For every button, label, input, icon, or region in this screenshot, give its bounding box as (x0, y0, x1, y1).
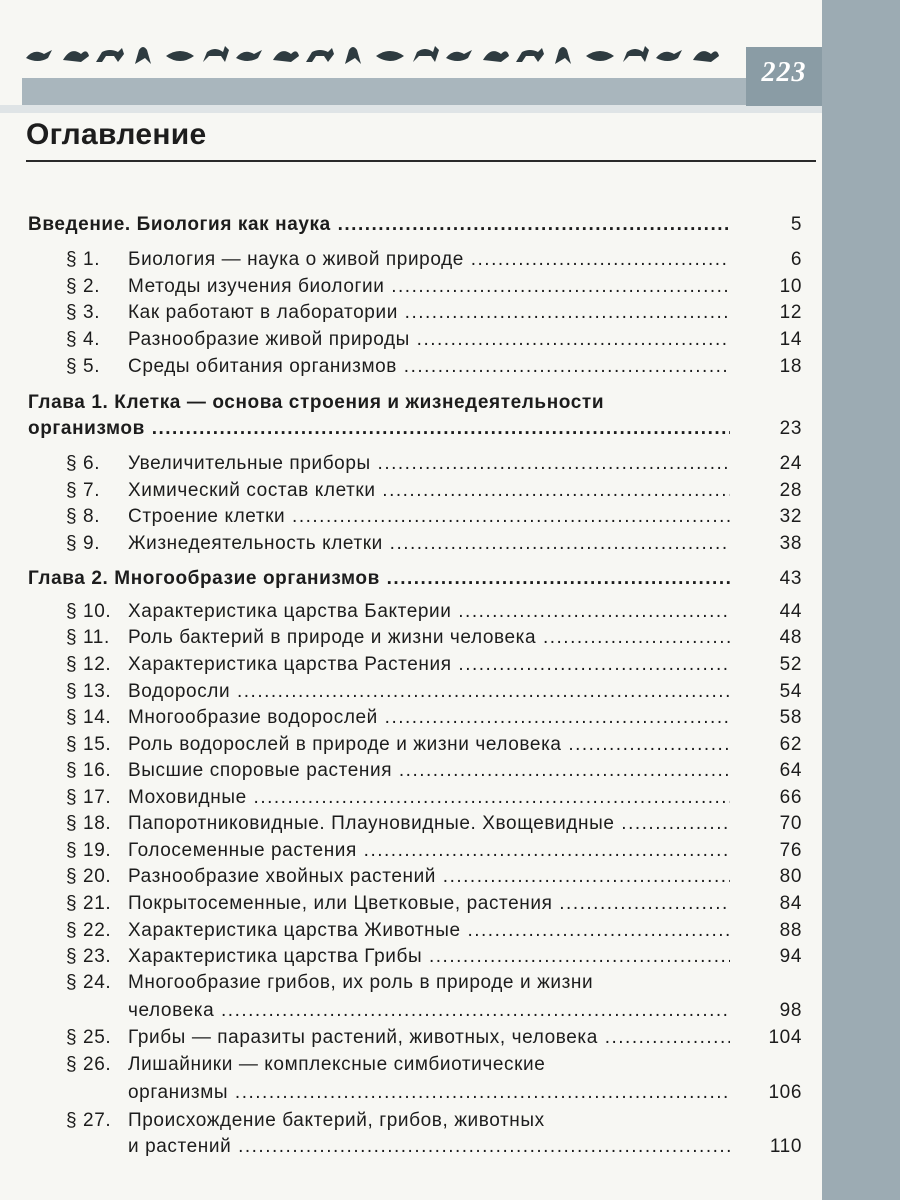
toc-section-number: § 26. (66, 1054, 112, 1075)
toc-section-number: § 7. (66, 480, 101, 501)
toc-section-number: § 22. (66, 920, 112, 941)
toc-entry (0, 390, 822, 416)
animal-silhouette-icon (446, 50, 472, 61)
toc-section-number: § 15. (66, 734, 112, 755)
animal-silhouette-icon (586, 51, 614, 61)
toc-section-number: § 20. (66, 866, 112, 887)
animal-silhouette-icon (483, 51, 509, 62)
animal-silhouette-icon (413, 46, 439, 62)
toc-section-number: § 24. (66, 972, 112, 993)
animal-silhouettes-decoration (26, 40, 744, 70)
toc-page-number: 110 (769, 1136, 802, 1157)
toc-entry (0, 998, 822, 1024)
toc-page-number: 32 (779, 506, 802, 527)
animal-silhouette-icon (656, 50, 682, 61)
toc-entry-title: Характеристика царства Грибы ..... (128, 944, 730, 970)
toc-page-number: 43 (779, 568, 802, 589)
toc-entry-title: Роль бактерий в природе и жизни человека ..... (128, 625, 730, 651)
toc-page-number: 38 (779, 533, 802, 554)
toc-section-number: § 19. (66, 840, 112, 861)
toc-section-number: § 2. (66, 276, 101, 297)
toc-entry (0, 1134, 822, 1160)
toc-entry (0, 625, 822, 651)
toc-section-number: § 13. (66, 681, 112, 702)
toc-page-number: 104 (768, 1027, 802, 1048)
toc-page-number: 106 (768, 1082, 802, 1103)
toc-entry (0, 838, 822, 864)
toc-entry-title: Характеристика царства Растения ..... (128, 652, 730, 678)
toc-page-number: 10 (779, 276, 802, 297)
animal-silhouette-icon (63, 51, 89, 62)
toc-entry-title: Методы изучения биологии ..... (128, 274, 730, 300)
toc-entry (0, 1052, 822, 1078)
toc-entry-title: Среды обитания организмов ..... (128, 354, 730, 380)
toc-entry (0, 212, 822, 238)
animal-silhouette-icon (693, 51, 719, 62)
toc-entry (0, 785, 822, 811)
toc-entry (0, 732, 822, 758)
animal-silhouette-icon (203, 46, 229, 62)
toc-section-number: § 8. (66, 506, 101, 527)
toc-entry-title: Как работают в лаборатории ..... (128, 300, 730, 326)
animal-silhouette-icon (236, 50, 262, 61)
toc-entry (0, 891, 822, 917)
page-title: Оглавление (26, 118, 207, 151)
toc-entry-title: Глава 1. Клетка — основа строения и жизнедеятельности (28, 392, 605, 413)
toc-entry (0, 944, 822, 970)
toc-entry (0, 478, 822, 504)
animal-silhouette-icon (555, 47, 571, 64)
toc-entry (0, 970, 822, 996)
animal-silhouette-icon (135, 47, 151, 64)
toc-section-number: § 17. (66, 787, 112, 808)
toc-section-number: § 25. (66, 1027, 112, 1048)
toc-section-number: § 16. (66, 760, 112, 781)
toc-section-number: § 9. (66, 533, 101, 554)
toc-entry-title: Глава 2. Многообразие организмов ..... (28, 566, 730, 592)
toc-page-number: 80 (779, 866, 802, 887)
toc-page-number: 66 (779, 787, 802, 808)
toc-section-number: § 10. (66, 601, 112, 622)
toc-section-number: § 11. (66, 627, 110, 648)
toc-page-number: 64 (779, 760, 802, 781)
toc-entry-title: Многообразие грибов, их роль в природе и жизни (128, 972, 594, 993)
header-shade (0, 105, 822, 113)
toc-page-number: 28 (779, 480, 802, 501)
toc-page-number: 58 (779, 707, 802, 728)
toc-entry (0, 504, 822, 530)
toc-page-number: 88 (779, 920, 802, 941)
toc-entry (0, 705, 822, 731)
header-band (22, 78, 746, 106)
toc-page-number: 23 (779, 418, 802, 439)
toc-section-number: § 23. (66, 946, 112, 967)
toc-page-number: 18 (779, 356, 802, 377)
toc-entry (0, 566, 822, 592)
toc-page-number: 12 (779, 302, 802, 323)
toc-entry (0, 416, 822, 442)
toc-entry-title: Высшие споровые растения ..... (128, 758, 730, 784)
toc-entry (0, 679, 822, 705)
toc-entry-title: и растений ..... (128, 1134, 730, 1160)
toc-entry (0, 300, 822, 326)
toc-entry (0, 918, 822, 944)
toc-section-number: § 4. (66, 329, 101, 350)
toc-entry-title: Многообразие водорослей ..... (128, 705, 730, 731)
toc-entry-title: Покрытосеменные, или Цветковые, растения ..... (128, 891, 730, 917)
toc-entry-title: Разнообразие хвойных растений ..... (128, 864, 730, 890)
toc-page-number: 5 (790, 214, 802, 235)
animal-silhouette-icon (96, 48, 124, 62)
animal-silhouette-icon (166, 51, 194, 61)
toc-entry (0, 652, 822, 678)
toc-section-number: § 5. (66, 356, 101, 377)
toc-section-number: § 12. (66, 654, 112, 675)
animal-silhouette-icon (345, 47, 361, 64)
toc-section-number: § 6. (66, 453, 101, 474)
toc-page-number: 70 (779, 813, 802, 834)
toc-entry-title: Жизнедеятельность клетки ..... (128, 531, 730, 557)
toc-entry (0, 1025, 822, 1051)
toc-page-number: 54 (779, 681, 802, 702)
toc-entry-title: Химический состав клетки ..... (128, 478, 730, 504)
toc-section-number: § 3. (66, 302, 101, 323)
toc-entry-title: Биология — наука о живой природе ..... (128, 247, 730, 273)
toc-entry (0, 1080, 822, 1106)
animal-silhouette-icon (623, 46, 649, 62)
toc-section-number: § 27. (66, 1110, 112, 1131)
toc-entry-title: Водоросли ..... (128, 679, 730, 705)
toc-entry-title: Папоротниковидные. Плауновидные. Хвощевидные ..... (128, 811, 730, 837)
toc-page-number: 24 (779, 453, 802, 474)
toc-entry-title: организмов ..... (28, 416, 730, 442)
toc-entry (0, 1108, 822, 1134)
toc-page-number: 48 (779, 627, 802, 648)
toc-section-number: § 14. (66, 707, 112, 728)
toc-entry-title: Лишайники — комплексные симбиотические (128, 1054, 546, 1075)
toc-page-number: 84 (779, 893, 802, 914)
animal-silhouette-icon (273, 51, 299, 62)
toc-page-number: 6 (790, 249, 802, 270)
toc-entry (0, 327, 822, 353)
toc-page-number: 52 (779, 654, 802, 675)
toc-entry-title: Характеристика царства Бактерии ..... (128, 599, 730, 625)
animal-silhouette-icon (306, 48, 334, 62)
toc-entry-title: Разнообразие живой природы ..... (128, 327, 730, 353)
toc-section-number: § 18. (66, 813, 112, 834)
toc-entry (0, 599, 822, 625)
toc-entry-title: Грибы — паразиты растений, животных, человека ..... (128, 1025, 730, 1051)
toc-entry (0, 811, 822, 837)
animal-silhouette-icon (376, 51, 404, 61)
toc-page-number: 44 (779, 601, 802, 622)
toc-entry-title: Строение клетки ..... (128, 504, 730, 530)
toc-entry-title: Увеличительные приборы ..... (128, 451, 730, 477)
toc-entry (0, 354, 822, 380)
toc-page-number: 94 (779, 946, 802, 967)
animal-silhouette-icon (516, 48, 544, 62)
toc-page-number: 76 (779, 840, 802, 861)
toc-entry-title: человека ..... (128, 998, 730, 1024)
toc-page-number: 98 (779, 1000, 802, 1021)
toc-page-number: 14 (779, 329, 802, 350)
toc-entry-title: Моховидные ..... (128, 785, 730, 811)
toc-entry (0, 274, 822, 300)
toc-entry (0, 451, 822, 477)
toc-entry-title: Роль водорослей в природе и жизни человека ..... (128, 732, 730, 758)
toc-entry-title: Голосеменные растения ..... (128, 838, 730, 864)
toc-entry-title: организмы ..... (128, 1080, 730, 1106)
toc-page-number: 62 (779, 734, 802, 755)
toc-section-number: § 1. (66, 249, 101, 270)
title-divider (26, 160, 816, 162)
toc-entry (0, 758, 822, 784)
animal-silhouette-icon (26, 50, 52, 61)
toc-entry (0, 864, 822, 890)
toc-entry-title: Характеристика царства Животные ..... (128, 918, 730, 944)
page-number: 223 (761, 57, 807, 88)
toc-section-number: § 21. (66, 893, 112, 914)
toc-entry-title: Введение. Биология как наука ..... (28, 212, 730, 238)
page-edge-strip (822, 0, 900, 1200)
toc-entry-title: Происхождение бактерий, грибов, животных (128, 1110, 545, 1131)
toc-entry (0, 247, 822, 273)
toc-entry (0, 531, 822, 557)
